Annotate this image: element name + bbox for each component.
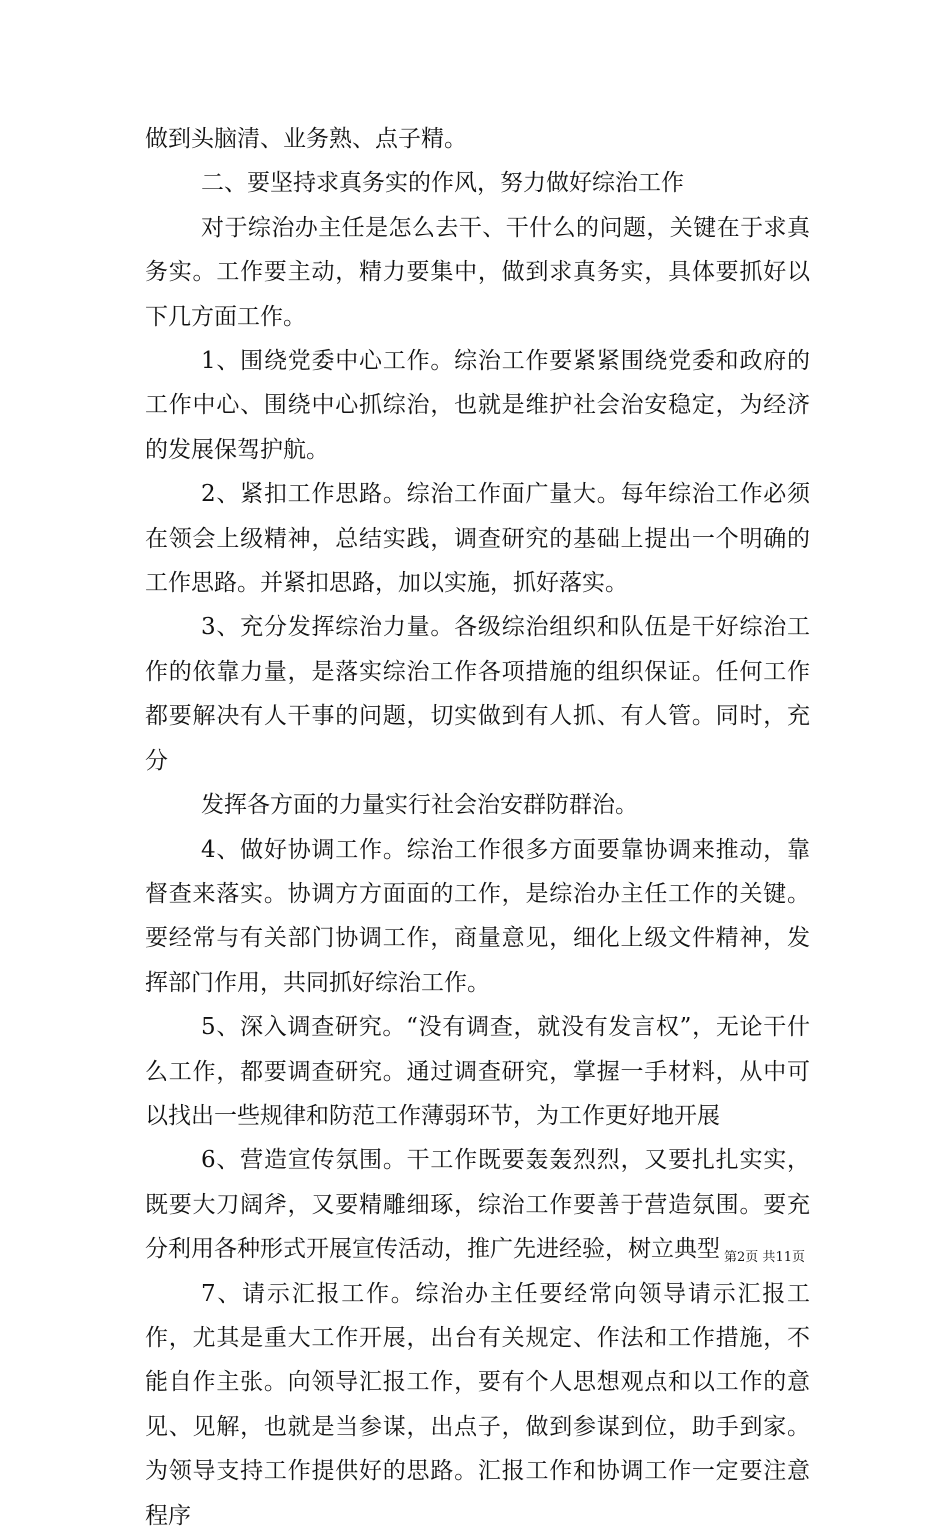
section-heading: 二、要坚持求真务实的作风，努力做好综治工作 — [201, 170, 684, 197]
footer-prefix: 第 — [724, 1250, 738, 1265]
body-text — [145, 117, 810, 1538]
paragraph: 6、营造宣传氛围。干工作既要轰轰烈烈，又要扎扎实实，既要大刀阔斧，又要精雕细琢，综治工作要善于营造氛围。要充分利用各种形式开展宣传活动，推广先进经验，树立典型 — [145, 1147, 810, 1263]
footer-middle: 页 共 — [745, 1250, 776, 1265]
footer-suffix: 页 — [791, 1250, 805, 1265]
total-pages-number: 11 — [775, 1250, 792, 1265]
paragraph: 3、充分发挥综治力量。各级综治组织和队伍是干好综治工作的依靠力量，是落实综治工作各项措施的组织保证。任何工作都要解决有人干事的问题，切实做到有人抓、有人管。同时，充分 — [145, 614, 810, 774]
page-number-footer — [724, 1249, 805, 1267]
current-page-number: 2 — [737, 1250, 746, 1265]
paragraph: 1、围绕党委中心工作。综治工作要紧紧围绕党委和政府的工作中心、围绕中心抓综治，也就是维护社会治安稳定，为经济的发展保驾护航。 — [145, 348, 810, 463]
paragraph-continuation: 做到头脑清、业务熟、点子精。 — [145, 126, 467, 152]
paragraph: 发挥各方面的力量实行社会治安群防群治。 — [201, 792, 638, 819]
paragraph: 7、请示汇报工作。综治办主任要经常向领导请示汇报工作，尤其是重大工作开展，出台有关规定、作法和工作措施，不能自作主张。向领导汇报工作，要有个人思想观点和以工作的意见、见解，也就是当参谋，出点子，做到参谋到位，助手到家。为领导支持工作提供好的思路。汇报工作和协调工作一定要注意程序 — [145, 1280, 810, 1529]
paragraph: 4、做好协调工作。综治工作很多方面要靠协调来推动，靠督查来落实。协调方方面面的工作，是综治办主任工作的关键。要经常与有关部门协调工作，商量意见，细化上级文件精神，发挥部门作用，共同抓好综治工作。 — [145, 836, 810, 996]
paragraph: 2、紧扣工作思路。综治工作面广量大。每年综治工作必须在领会上级精神，总结实践，调查研究的基础上提出一个明确的工作思路。并紧扣思路，加以实施，抓好落实。 — [145, 481, 810, 597]
paragraph: 5、深入调查研究。“没有调查，就没有发言权”，无论干什么工作，都要调查研究。通过调查研究，掌握一手材料，从中可以找出一些规律和防范工作薄弱环节，为工作更好地开展 — [145, 1014, 810, 1129]
paragraph: 对于综治办主任是怎么去干、干什么的问题，关键在于求真务实。工作要主动，精力要集中，做到求真务实，具体要抓好以下几方面工作。 — [145, 214, 810, 330]
